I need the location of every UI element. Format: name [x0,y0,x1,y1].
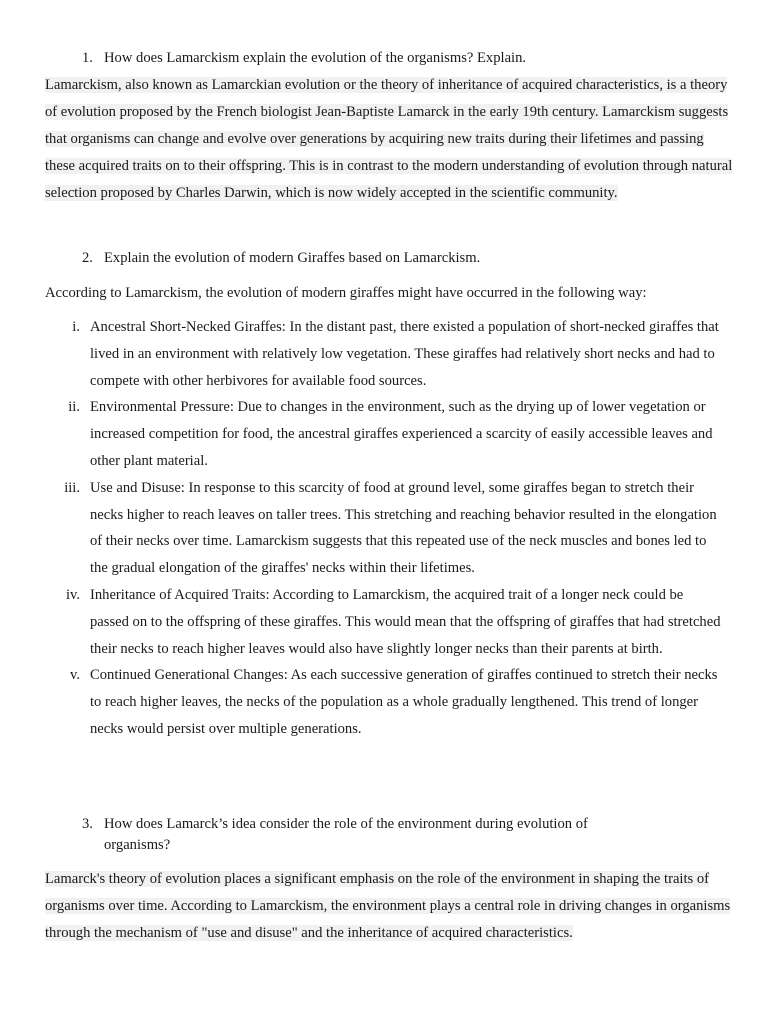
list-marker: iv. [65,586,80,603]
question-text: Explain the evolution of modern Giraffes based on Lamarckism. [104,250,481,266]
answer-3-paragraph [45,866,735,947]
question-number: 3. [82,816,93,832]
list-item [45,582,725,662]
list-item-text: Use and Disuse: In response to this scarcity of food at ground level, some giraffes began to stretch their necks higher to reach leaves on taller trees. This stretching and reaching behavior resulted in the elongation of their necks over time. Lamarckism suggests that this repeated use of the neck muscles and bones led to the gradual elongation of the giraffes' necks within their lifetimes. [90,479,717,577]
list-item-text: Continued Generational Changes: As each successive generation of giraffes continued to stretch their necks to reach higher leaves, the necks of the population as a whole gradually lengthened. This trend of longer necks would persist over multiple generations. [90,667,718,737]
list-item [45,662,725,742]
question-number: 2. [82,250,93,266]
list-item [45,394,725,474]
list-marker: ii. [68,399,80,416]
list-item-text: Inheritance of Acquired Traits: According to Lamarckism, the acquired trait of a longer neck could be passed on to the offspring of these giraffes. This would mean that the offspring of giraffes that had stretched their necks to reach higher leaves would also have slightly longer necks than their parents at birth. [90,586,721,657]
list-item-text: Environmental Pressure: Due to changes in the environment, such as the drying up of lower vegetation or increased competition for food, the ancestral giraffes experienced a scarcity of easily accessible leaves and other plant material. [90,399,713,469]
list-marker: i. [72,319,80,335]
answer-1-paragraph [45,72,735,207]
list-item-text: Ancestral Short-Necked Giraffes: In the distant past, there existed a population of short-necked giraffes that lived in an environment with relatively low vegetation. These giraffes had relatively short necks and had to compete with other herbivores for available food sources. [90,319,719,389]
question-text: How does Lamarckism explain the evolution of the organisms? Explain. [104,50,527,66]
giraffe-evolution-list [45,314,725,743]
answer-2-intro: According to Lamarckism, the evolution of modern giraffes might have occurred in the following way: [45,285,647,301]
answer-1-text: Lamarckism, also known as Lamarckian evolution or the theory of inheritance of acquired characteristics, is a theory of evolution proposed by the French biologist Jean-Baptiste Lamarck in the early 19th century. Lamarckism suggests that organisms can change and evolve over generations by acquiring new traits during their lifetimes and passing these acquired traits on to their offspring. This is in contrast to the modern understanding of evolution through natural selection proposed by Charles Darwin, which is now widely accepted in the scientific community. [45,77,733,201]
list-item [45,475,725,582]
question-1 [82,48,642,69]
answer-3-text: Lamarck's theory of evolution places a significant emphasis on the role of the environment in shaping the traits of organisms over time. According to Lamarckism, the environment plays a central role in driving changes in organisms through the mechanism of "use and disuse" and the inheritance of acquired characteristics. [45,871,731,941]
question-text: How does Lamarck’s idea consider the role of the environment during evolution of organisms? [104,816,588,853]
question-2 [82,248,642,269]
question-3 [82,814,622,856]
list-item [45,314,725,394]
question-number: 1. [82,50,93,66]
list-marker: iii. [64,479,80,496]
list-marker: v. [70,667,80,684]
